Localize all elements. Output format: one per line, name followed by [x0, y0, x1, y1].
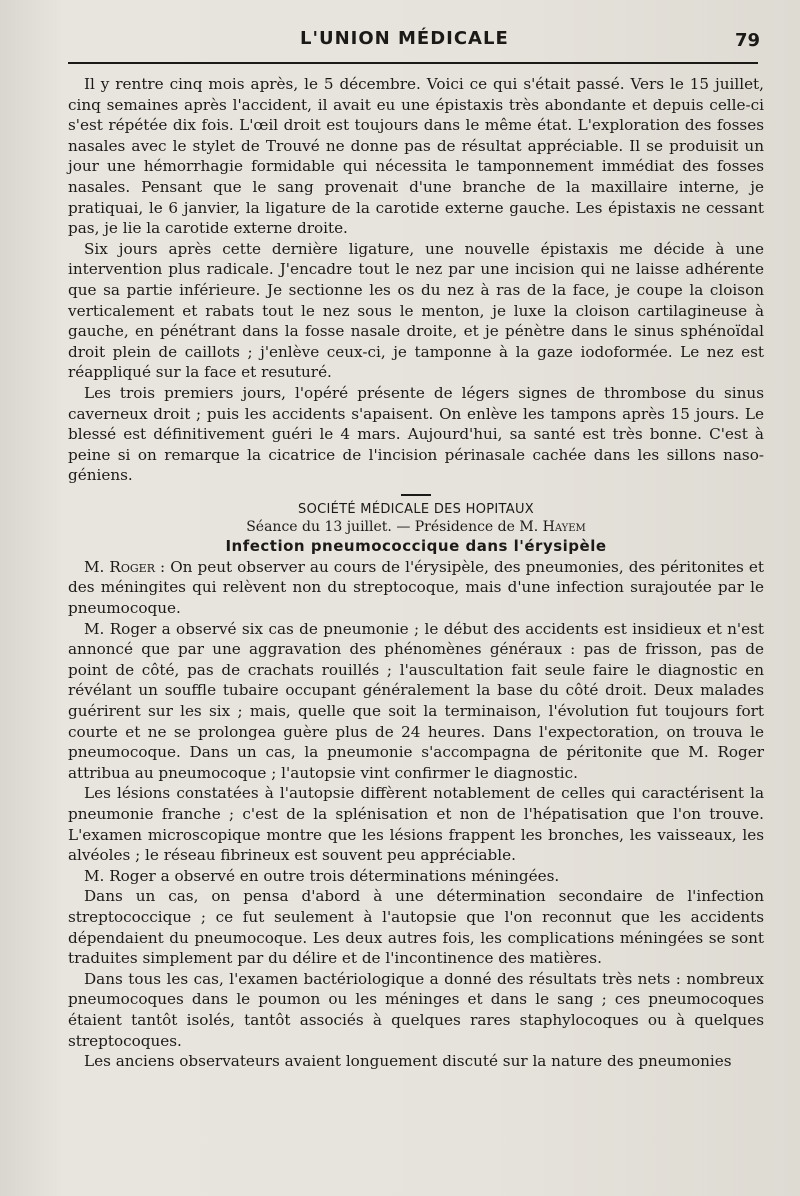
- seance-text: Séance du 13 juillet. — Présidence de M.: [246, 518, 539, 535]
- seance-line: [68, 519, 764, 535]
- paragraph: Les lésions constatées à l'autopsie diffèrent notablement de celles qui caractérisent la pneumonie franche ; c'est de la splénisation et non de l'hépatisation que l'on trouve. L'examen microscopique montre que les lésions frappent les bronches, les vaisseaux, les alvéoles ; le réseau fibrineux est souvent peu appréciable.: [68, 784, 764, 865]
- section-separator: [401, 494, 431, 496]
- paragraph-text: : On peut observer au cours de l'érysipèle, des pneumonies, des péritonites et des méningites qui relèvent non du streptocoque, mais d'une infection surajoutée par le pneumocoque.: [68, 557, 764, 618]
- society-heading: SOCIÉTÉ MÉDICALE DES HOPITAUX: [298, 501, 534, 517]
- speaker-name: M. Roger: [84, 557, 155, 576]
- page-number: 79: [734, 30, 760, 51]
- article-body: [68, 74, 764, 1072]
- header-rule: [68, 62, 758, 64]
- paragraph: Dans tous les cas, l'examen bactériologique a donné des résultats très nets : nombreux pneumocoques dans le poumon ou les méninges et dans le sang ; ces pneumocoques étaient tantôt isolés, tantôt associés à quelques rares staphylocoques ou à quelques streptocoques.: [68, 969, 764, 1050]
- paragraph: Dans un cas, on pensa d'abord à une détermination secondaire de l'infection streptococcique ; ce fut seulement à l'autopsie que l'on reconnut que les accidents dépendaient du pneumocoque. Les deux autres fois, les complications méningées se sont traduites simplement par du délire et de l'incontinence des matières.: [68, 887, 764, 968]
- paragraph: Les trois premiers jours, l'opéré présente de légers signes de thrombose du sinus caverneux droit ; puis les accidents s'apaisent. On enlève les tampons après 15 jours. Le blessé est définitivement guéri le 4 mars. Aujourd'hui, sa santé est très bonne. C'est à peine si on remarque la cicatrice de l'incision périnasale cachée dans les sillons naso-géniens.: [68, 383, 764, 485]
- paragraph: Six jours après cette dernière ligature, une nouvelle épistaxis me décide à une intervention plus radicale. J'encadre tout le nez par une incision qui ne laisse adhérente que sa partie inférieure. Je sectionne les os du nez à ras de la face, je coupe la cloison verticalement et rabats tout le nez sous le menton, je luxe la cloison cartilagineuse à gauche, en pénétrant dans la fosse nasale droite, et je pénètre dans le sinus sphénoïdal droit plein de caillots ; j'enlève ceux-ci, je tamponne à la gaze iodoformée. Le nez est réappliqué sur la face et resuturé.: [68, 239, 764, 382]
- paragraph: [68, 557, 764, 619]
- article-title: Infection pneumococcique dans l'érysipèle: [225, 536, 607, 555]
- paragraph: M. Roger a observé en outre trois déterminations méningées.: [84, 866, 560, 885]
- paragraph: M. Roger a observé six cas de pneumonie ; le début des accidents est insidieux et n'est annoncé que par une aggravation des phénomènes généraux : pas de frisson, pas de point de côté, pas de crachats rouillés ; l'auscultation fait seule faire le diagnostic en révélant un souffle tubaire occupant généralement la base du côté droit. Deux malades guérirent sur les six ; mais, quelle que soit la terminaison, l'évolution fut toujours fort courte et ne se prolongea guère plus de 24 heures. Dans l'expectoration, on trouva le pneumocoque. Dans un cas, la pneumonie s'accompagna de péritonite que M. Roger attribua au pneumocoque ; l'autopsie vint confirmer le diagnostic.: [68, 619, 764, 782]
- president-name: Hayem: [542, 518, 586, 535]
- running-title: L'UNION MÉDICALE: [300, 28, 509, 49]
- paragraph: Les anciens observateurs avaient longuement discuté sur la nature des pneumonies: [84, 1052, 732, 1071]
- paragraph: Il y rentre cinq mois après, le 5 décembre. Voici ce qui s'était passé. Vers le 15 juillet, cinq semaines après l'accident, il avait eu une épistaxis très abondante et depuis celle-ci s'est répétée dix fois. L'œil droit est toujours dans le même état. L'exploration des fosses nasales avec le stylet de Trouvé ne donne pas de résultat appréciable. Il se produisit un jour une hémorrhagie formidable qui nécessita le tamponnement immédiat des fosses nasales. Pensant que le sang provenait d'une branche de la maxillaire interne, je pratiquai, le 6 janvier, la ligature de la carotide externe gauche. Les épistaxis ne cessant pas, je lie la carotide externe droite.: [68, 75, 764, 238]
- page-header: [68, 28, 764, 58]
